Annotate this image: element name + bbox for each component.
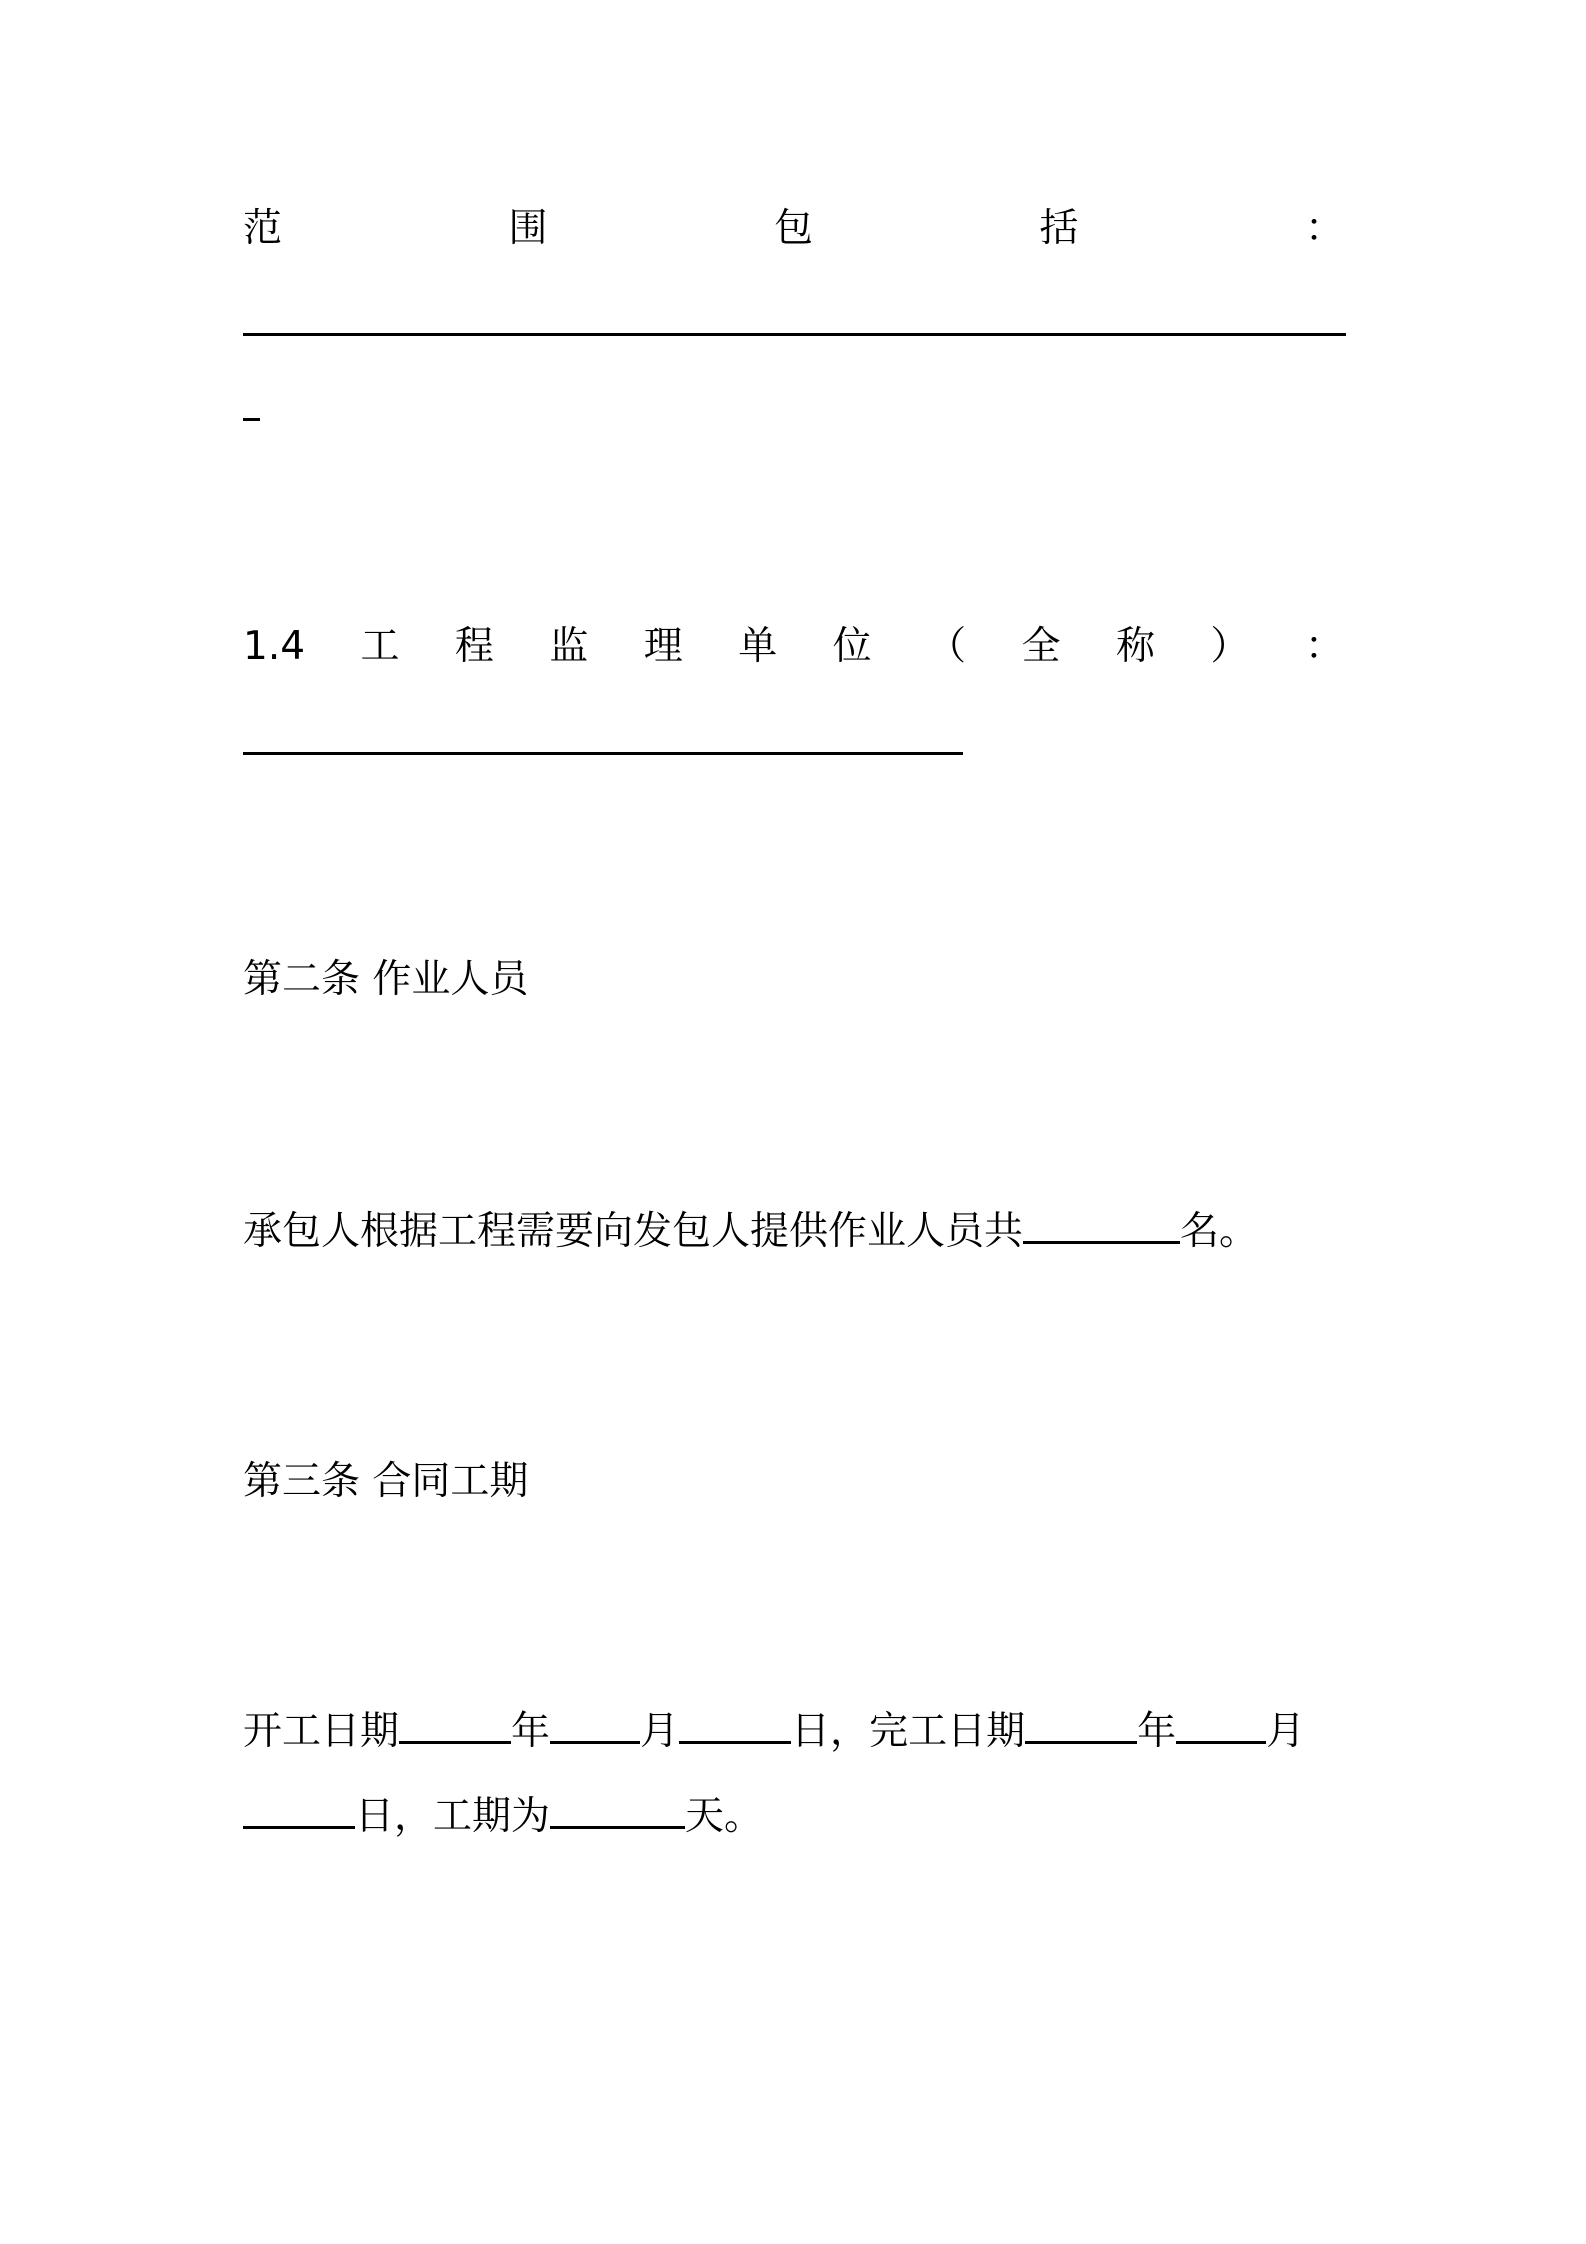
end-date-label: 完工日期 xyxy=(869,1709,1026,1754)
scope-char: 围 xyxy=(508,206,548,251)
scope-blank-line xyxy=(243,333,1346,336)
end-year-blank[interactable] xyxy=(1025,1707,1137,1744)
supervisor-char: 位 xyxy=(832,624,872,669)
article3-dates-line1 xyxy=(243,1707,1305,1757)
year-unit: 年 xyxy=(511,1709,551,1754)
article3-heading: 第三条 合同工期 xyxy=(243,1459,529,1504)
period-days-blank[interactable] xyxy=(550,1792,685,1829)
supervisor-char: 全 xyxy=(1021,624,1061,669)
scope-char: 范 xyxy=(243,206,283,251)
worker-count-blank[interactable] xyxy=(1023,1207,1180,1244)
scope-char: ： xyxy=(1304,206,1344,251)
period-label: 工期为 xyxy=(433,1794,551,1839)
end-day-blank[interactable] xyxy=(243,1792,355,1829)
article3-dates-line2 xyxy=(243,1792,763,1842)
scope-label xyxy=(243,204,1344,254)
start-month-blank[interactable] xyxy=(550,1707,640,1744)
start-year-blank[interactable] xyxy=(399,1707,511,1744)
supervisor-char: 单 xyxy=(738,624,778,669)
year-unit: 年 xyxy=(1137,1709,1177,1754)
days-unit: 天。 xyxy=(685,1794,764,1839)
start-day-blank[interactable] xyxy=(679,1707,791,1744)
month-unit: 月 xyxy=(640,1709,680,1754)
article2-heading: 第二条 作业人员 xyxy=(243,957,529,1002)
supervisor-blank-line xyxy=(243,752,963,755)
article2-text-before: 承包人根据工程需要向发包人提供作业人员共 xyxy=(243,1209,1024,1254)
month-unit: 月 xyxy=(1266,1709,1306,1754)
day-unit: 日， xyxy=(791,1709,870,1754)
supervisor-char: 理 xyxy=(643,624,683,669)
supervisor-char: ） xyxy=(1210,624,1250,669)
day-unit: 日， xyxy=(355,1794,434,1839)
supervisor-char: （ xyxy=(927,624,967,669)
end-month-blank[interactable] xyxy=(1176,1707,1266,1744)
supervisor-label xyxy=(243,622,1344,672)
supervisor-char: 监 xyxy=(549,624,589,669)
article2-text-after: 名。 xyxy=(1180,1209,1259,1254)
supervisor-char: 1.4 xyxy=(243,624,306,669)
start-date-label: 开工日期 xyxy=(243,1709,400,1754)
supervisor-char: 称 xyxy=(1115,624,1155,669)
scope-char: 括 xyxy=(1039,206,1079,251)
scope-char: 包 xyxy=(773,206,813,251)
scope-blank-line-tail xyxy=(243,418,260,421)
supervisor-char: ： xyxy=(1304,624,1344,669)
article2-sentence xyxy=(243,1207,1258,1257)
supervisor-char: 程 xyxy=(454,624,494,669)
supervisor-char: 工 xyxy=(360,624,400,669)
